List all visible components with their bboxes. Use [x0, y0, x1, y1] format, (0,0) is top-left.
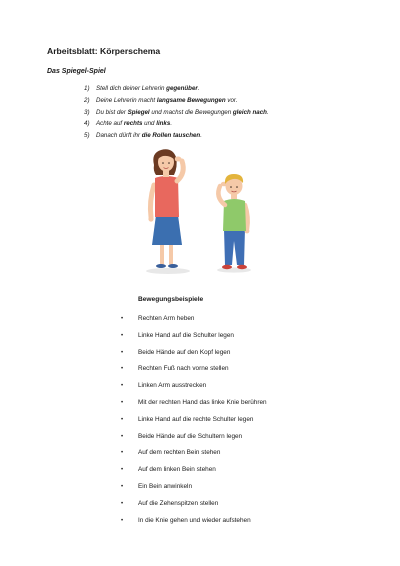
instruction-text: Du bist der — [96, 108, 128, 116]
example-text: Beide Hände auf den Kopf legen — [138, 348, 231, 356]
page-title: Arbeitsblatt: Körperschema — [47, 46, 161, 56]
bullet-icon: • — [121, 433, 124, 440]
example-text: Linke Hand auf die rechte Schulter legen — [138, 415, 254, 423]
instruction-text: Achte auf — [96, 120, 124, 128]
instruction-text: . — [170, 120, 173, 128]
example-item — [121, 380, 267, 397]
example-item — [121, 481, 267, 498]
instruction-number: 5) — [84, 132, 90, 140]
bullet-icon: • — [121, 416, 124, 423]
bullet-icon: • — [121, 517, 124, 524]
instruction-item — [84, 107, 269, 119]
instruction-emphasis: Spiegel — [127, 108, 150, 116]
bullet-icon: • — [121, 467, 124, 474]
instruction-item — [84, 83, 269, 95]
instruction-list — [84, 83, 269, 142]
instruction-emphasis: die Rollen tauschen — [141, 132, 201, 140]
example-item — [121, 431, 267, 448]
example-item — [121, 498, 267, 515]
example-item — [121, 313, 267, 330]
boy-figure — [218, 174, 249, 269]
example-text: Auf dem linken Bein stehen — [138, 466, 216, 474]
instruction-emphasis: rechts — [123, 120, 143, 128]
example-item — [121, 330, 267, 347]
bullet-icon: • — [121, 383, 124, 390]
bullet-icon: • — [121, 349, 124, 356]
instruction-item — [84, 95, 269, 107]
example-item — [121, 414, 267, 431]
instruction-text: Stell dich deiner Lehrerin — [96, 85, 167, 92]
instruction-text: Deine Lehrerin macht — [96, 96, 157, 104]
instruction-number: 3) — [84, 108, 90, 116]
bullet-icon: • — [121, 399, 124, 406]
bullet-icon: • — [121, 500, 124, 507]
instruction-text: Danach dürft ihr — [96, 132, 142, 140]
woman-figure — [148, 149, 183, 268]
instruction-emphasis: langsame Bewegungen — [156, 96, 226, 104]
instruction-emphasis: links — [156, 120, 171, 128]
instruction-number: 2) — [84, 96, 90, 104]
example-item — [121, 464, 267, 481]
bullet-icon: • — [121, 366, 124, 373]
examples-list — [121, 313, 267, 531]
example-item — [121, 347, 267, 364]
instruction-number: 4) — [84, 120, 90, 128]
example-text: In die Knie gehen und wieder aufstehen — [138, 516, 251, 524]
instruction-text: und — [142, 120, 157, 128]
instruction-text: . — [197, 85, 200, 92]
example-text: Mit der rechten Hand das linke Knie berühren — [138, 398, 267, 406]
instruction-text: . — [266, 108, 269, 116]
bullet-icon: • — [121, 450, 124, 457]
example-item — [121, 397, 267, 414]
example-text: Auf die Zehenspitzen stellen — [138, 499, 219, 507]
bullet-icon: • — [121, 316, 124, 322]
example-text: Rechten Fuß nach vorne stellen — [138, 365, 229, 373]
bullet-icon: • — [121, 483, 124, 490]
example-text: Beide Hände auf die Schultern legen — [138, 432, 243, 440]
example-text: Linke Hand auf die Schulter legen — [138, 331, 234, 339]
instruction-text: vor. — [225, 96, 238, 104]
example-text: Auf dem rechten Bein stehen — [138, 449, 221, 457]
examples-heading: Bewegungsbeispiele — [138, 296, 204, 303]
woman-shadow — [146, 268, 190, 274]
instruction-emphasis: gegenüber — [166, 85, 198, 92]
example-text: Rechten Arm heben — [138, 315, 195, 322]
example-text: Ein Bein anwinkeln — [138, 482, 192, 490]
instruction-text: . — [200, 132, 202, 140]
page-subtitle: Das Spiegel-Spiel — [47, 68, 106, 75]
instruction-item — [84, 130, 269, 142]
example-item — [121, 363, 267, 380]
example-item — [121, 447, 267, 464]
instruction-text: und machst die Bewegungen — [149, 108, 233, 116]
example-item — [121, 515, 267, 532]
instruction-item — [84, 118, 269, 130]
mirror-game-illustration — [136, 143, 264, 277]
bullet-icon: • — [121, 332, 124, 339]
instruction-emphasis: gleich nach — [232, 108, 267, 116]
example-text: Linken Arm ausstrecken — [138, 382, 207, 390]
instruction-number: 1) — [84, 85, 90, 92]
